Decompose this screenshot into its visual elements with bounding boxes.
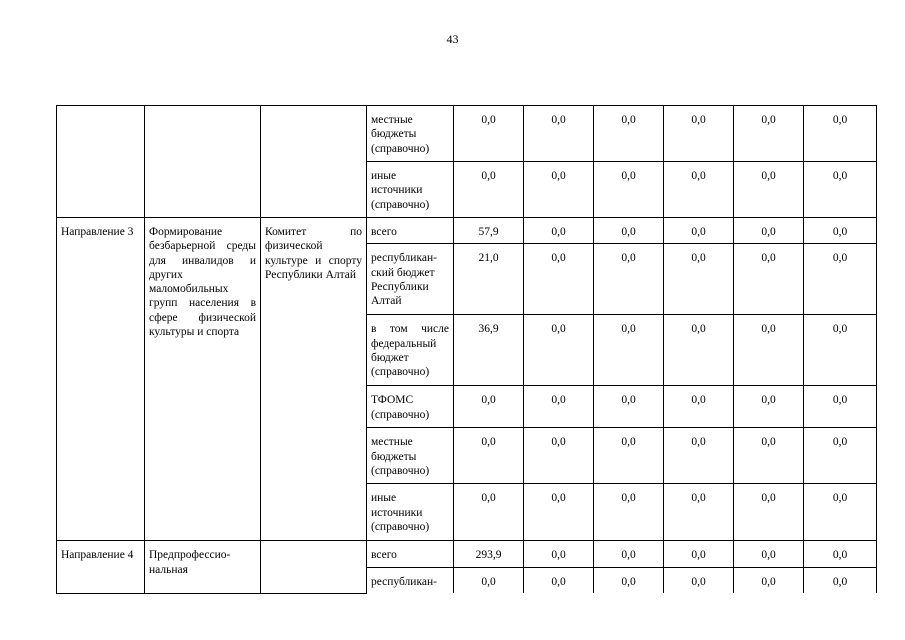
value-cell: 0,0 [664, 428, 734, 484]
source-cell: иные источники (справочно) [367, 484, 454, 541]
value-cell: 0,0 [734, 315, 804, 386]
value-cell: 0,0 [734, 106, 804, 162]
value-cell: 0,0 [594, 541, 664, 567]
direction-cell: Направление 4 [57, 541, 145, 593]
direction-cell [57, 106, 145, 218]
value-cell: 0,0 [594, 567, 664, 593]
value-cell: 0,0 [524, 162, 594, 218]
value-cell: 0,0 [454, 386, 524, 428]
source-cell: республикан- [367, 567, 454, 593]
value-cell: 0,0 [664, 218, 734, 244]
value-cell: 0,0 [594, 315, 664, 386]
value-cell: 57,9 [454, 218, 524, 244]
name-cell: Предпрофессио-нальная [145, 541, 261, 593]
value-cell: 0,0 [664, 315, 734, 386]
value-cell: 0,0 [524, 541, 594, 567]
value-cell: 0,0 [804, 386, 877, 428]
value-cell: 0,0 [804, 541, 877, 567]
budget-table [56, 105, 877, 594]
value-cell: 0,0 [524, 315, 594, 386]
value-cell: 0,0 [804, 218, 877, 244]
value-cell: 0,0 [804, 244, 877, 315]
value-cell: 0,0 [664, 244, 734, 315]
source-cell: местные бюджеты (справочно) [367, 106, 454, 162]
value-cell: 0,0 [734, 428, 804, 484]
value-cell: 0,0 [594, 106, 664, 162]
value-cell: 0,0 [454, 484, 524, 541]
source-cell: местные бюджеты (справочно) [367, 428, 454, 484]
value-cell: 0,0 [524, 484, 594, 541]
value-cell: 0,0 [734, 244, 804, 315]
value-cell: 0,0 [594, 244, 664, 315]
value-cell: 0,0 [594, 218, 664, 244]
value-cell: 0,0 [734, 218, 804, 244]
value-cell: 0,0 [524, 386, 594, 428]
value-cell: 0,0 [734, 541, 804, 567]
executor-cell [261, 106, 367, 218]
value-cell: 0,0 [804, 567, 877, 593]
source-cell: иные источники (справочно) [367, 162, 454, 218]
value-cell: 0,0 [454, 567, 524, 593]
direction-cell: Направление 3 [57, 218, 145, 541]
value-cell: 0,0 [664, 106, 734, 162]
value-cell: 0,0 [804, 484, 877, 541]
value-cell: 0,0 [594, 162, 664, 218]
page-number: 43 [446, 32, 459, 46]
value-cell: 0,0 [804, 315, 877, 386]
value-cell: 0,0 [734, 484, 804, 541]
value-cell: 0,0 [594, 484, 664, 541]
source-cell: всего [367, 218, 454, 244]
value-cell: 21,0 [454, 244, 524, 315]
name-cell: Формирование безбарьерной среды для инвалидов и других маломобильных групп населения в сфере физической культуры и спорта [145, 218, 261, 541]
name-cell [145, 106, 261, 218]
value-cell: 0,0 [664, 484, 734, 541]
value-cell: 0,0 [454, 106, 524, 162]
executor-cell: Комитет по физической культуре и спорту Республики Алтай [261, 218, 367, 541]
source-cell: в том числе федеральный бюджет (справочно) [367, 315, 454, 386]
table-row [57, 218, 877, 244]
executor-cell [261, 541, 367, 593]
value-cell: 0,0 [524, 218, 594, 244]
value-cell: 0,0 [804, 106, 877, 162]
source-cell: республикан-ский бюджет Республики Алтай [367, 244, 454, 315]
value-cell: 36,9 [454, 315, 524, 386]
value-cell: 0,0 [664, 541, 734, 567]
value-cell: 0,0 [804, 428, 877, 484]
value-cell: 0,0 [664, 567, 734, 593]
value-cell: 0,0 [664, 162, 734, 218]
value-cell: 0,0 [734, 162, 804, 218]
value-cell: 0,0 [524, 106, 594, 162]
value-cell: 0,0 [804, 162, 877, 218]
table-row [57, 106, 877, 162]
table-row [57, 541, 877, 567]
source-cell: ТФОМС (справочно) [367, 386, 454, 428]
value-cell: 0,0 [734, 567, 804, 593]
value-cell: 0,0 [524, 428, 594, 484]
value-cell: 0,0 [594, 386, 664, 428]
value-cell: 0,0 [524, 567, 594, 593]
value-cell: 0,0 [524, 244, 594, 315]
value-cell: 0,0 [454, 428, 524, 484]
value-cell: 0,0 [594, 428, 664, 484]
value-cell: 293,9 [454, 541, 524, 567]
value-cell: 0,0 [664, 386, 734, 428]
value-cell: 0,0 [734, 386, 804, 428]
source-cell: всего [367, 541, 454, 567]
value-cell: 0,0 [454, 162, 524, 218]
